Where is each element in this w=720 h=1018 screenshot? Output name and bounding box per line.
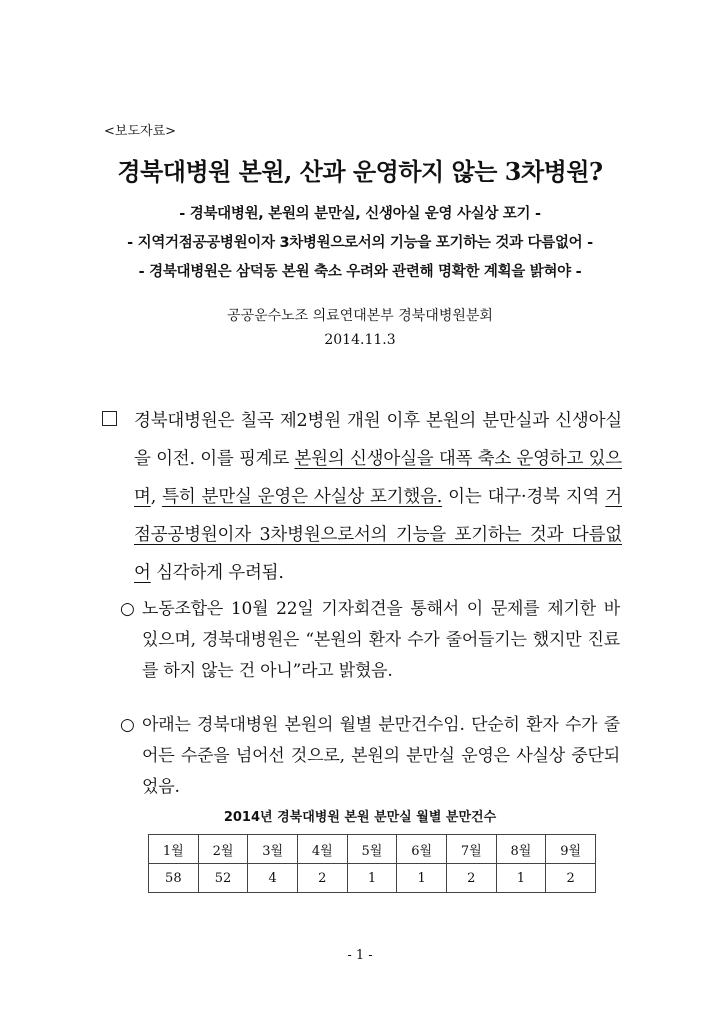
bullet-text: 아래는 경북대병원 본원의 월별 분만건수임. 단순히 환자 수가 줄어든 수준을 넘어선 것으로, 본원의 분만실 운영은 사실상 중단되었음.	[142, 715, 620, 797]
month-cell: 6월	[397, 835, 447, 864]
checkbox-square-icon	[102, 411, 117, 426]
headline: 경북대병원 본원, 산과 운영하지 않는 3차병원?	[117, 157, 603, 186]
byline	[0, 304, 720, 352]
subtitle-block	[0, 200, 720, 287]
count-cell: 52	[198, 864, 248, 893]
month-cell: 3월	[248, 835, 298, 864]
paragraph-text: ,	[150, 487, 163, 507]
count-cell: 2	[546, 864, 596, 893]
month-cell: 9월	[546, 835, 596, 864]
paragraph-text: 이는 대구·경북 지역	[442, 487, 606, 507]
underlined-text: 본원의 신생아실을 대폭 축소 운영하고 있으며	[134, 449, 622, 507]
circle-bullet-icon: ○	[120, 599, 135, 619]
press-release-tag: <보도자료>	[104, 124, 177, 139]
count-cell: 4	[248, 864, 298, 893]
main-paragraph	[134, 402, 622, 592]
count-cell: 1	[347, 864, 397, 893]
month-cell: 7월	[446, 835, 496, 864]
count-cell: 1	[397, 864, 447, 893]
circle-bullet-icon: ○	[120, 715, 135, 735]
table-caption: 2014년 경북대병원 본원 분만실 월별 분만건수	[223, 810, 497, 825]
month-cell: 4월	[297, 835, 347, 864]
count-cell: 1	[496, 864, 546, 893]
table-row	[149, 864, 596, 893]
paragraph-text: 경북대병원은 칠곡 제2병원 개원 이후 본원의 분만실과 신생아실을 이전. 이를 핑계로	[134, 411, 622, 469]
count-cell: 58	[149, 864, 199, 893]
month-cell: 2월	[198, 835, 248, 864]
subtitle-line: - 경북대병원은 삼덕동 본원 축소 우려와 관련해 명확한 계획을 밝혀야 -	[138, 264, 582, 280]
count-cell: 2	[297, 864, 347, 893]
month-cell: 5월	[347, 835, 397, 864]
underlined-text: 거점공공병원이자 3차병원으로서의 기능을 포기하는 것과 다름없어	[134, 487, 622, 583]
bullet-item	[120, 594, 620, 687]
table-header-row	[149, 835, 596, 864]
page-number: - 1 -	[347, 948, 373, 963]
subtitle-line: - 지역거점공공병원이자 3차병원으로서의 기능을 포기하는 것과 다름없어 -	[127, 235, 593, 251]
month-cell: 1월	[149, 835, 199, 864]
underlined-text: 특히 분만실 운영은 사실상 포기했음.	[162, 487, 443, 507]
bullet-item	[120, 710, 620, 803]
count-cell: 2	[446, 864, 496, 893]
month-cell: 8월	[496, 835, 546, 864]
organization-name: 공공운수노조 의료연대본부 경북대병원분회	[227, 308, 493, 324]
release-date: 2014.11.3	[324, 332, 396, 348]
subtitle-line: - 경북대병원, 본원의 분만실, 신생아실 운영 사실상 포기 -	[179, 206, 541, 222]
bullet-text: 노동조합은 10월 22일 기자회견을 통해서 이 문제를 제기한 바 있으며, 경북대병원은 “본원의 환자 수가 줄어들기는 했지만 진료를 하지 않는 건 아니”라고 밝혔음.	[142, 599, 620, 681]
deliveries-table	[148, 834, 596, 893]
main-section	[102, 402, 622, 592]
paragraph-text: 심각하게 우려됨.	[150, 563, 284, 583]
